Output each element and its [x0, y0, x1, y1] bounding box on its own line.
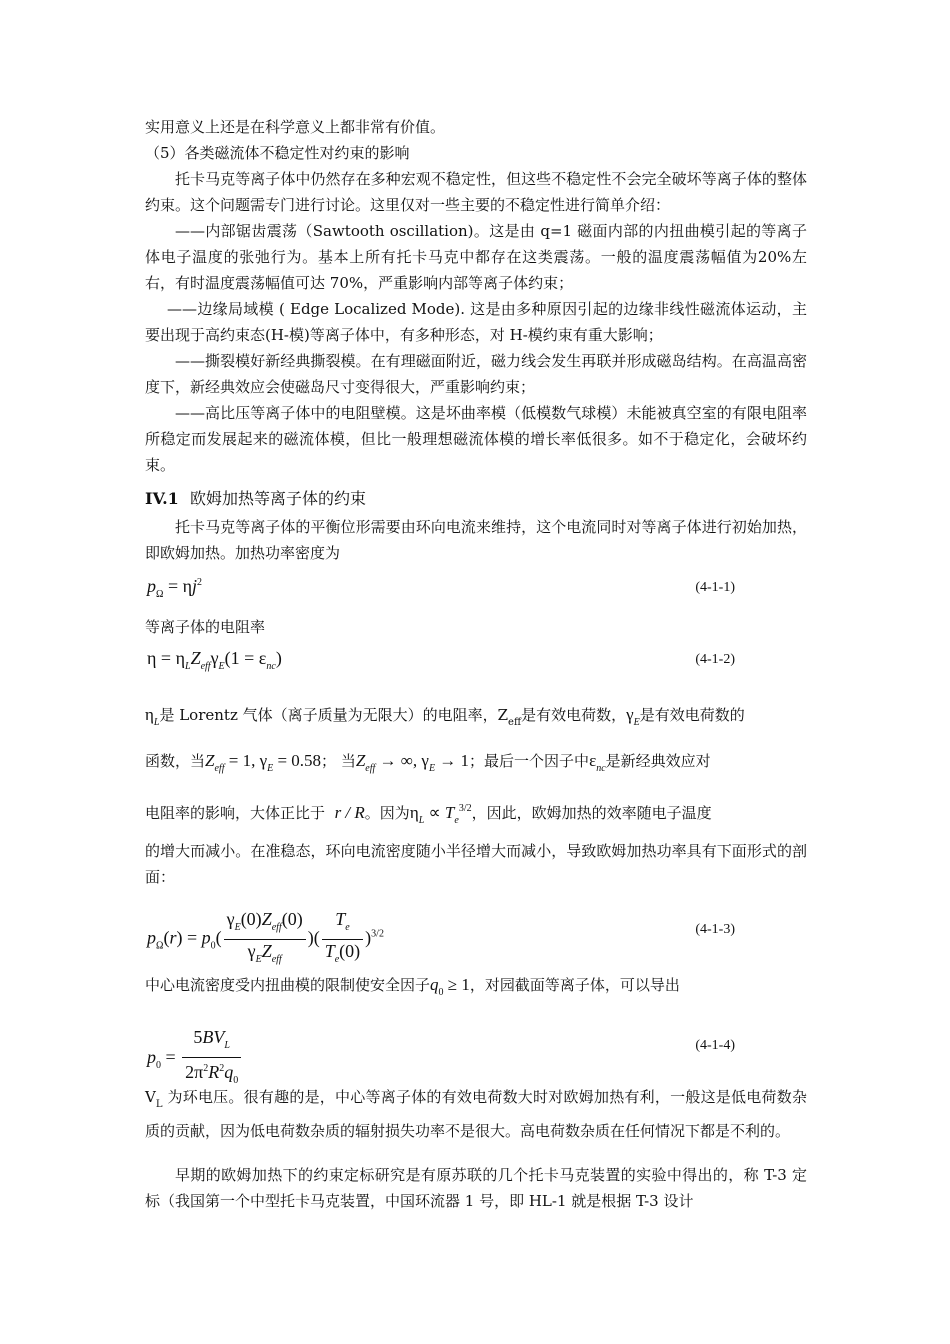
paragraph-tearing: ——撕裂模好新经典撕裂模。在有理磁面附近，磁力线会发生再联并形成磁岛结构。在高温高密度下，新经典效应会使磁岛尺寸变得很大，严重影响约束；: [145, 352, 807, 396]
paragraph-resistivity: 等离子体的电阻率: [145, 618, 266, 636]
paragraph-safety-factor: 中心电流密度受内扭曲模的限制使安全因子$q_0 \ge 1$，对园截面等离子体，可以导出: [145, 975, 680, 998]
section-number: IV.1: [145, 489, 179, 508]
equation-4-1-1: $p_\Omega = \eta j^2$ (4-1-1): [147, 576, 735, 600]
section-heading: [145, 486, 366, 512]
paragraph-sawtooth: ——内部锯齿震荡（Sawtooth oscillation)。这是由 q=1 磁面内部的内扭曲模引起的等离子体电子温度的张弛行为。基本上所有托卡马克中都存在这类震荡。一般的温度震荡幅值为20%左右，有时温度震荡幅值可达 70%，严重影响内部等离子体约束；: [145, 222, 807, 292]
equation-4-1-2: $\eta = \eta_LZ_{eff}\gamma_E(1 = \varepsilon_{nc})$ (4-1-2): [147, 648, 735, 672]
paragraph-eta-description: $\eta_L$是 Lorentz 气体（离子质量为无限大）的电阻率，$Z_{eff}$是有效电荷数，$\gamma_E$是有效电荷数的: [145, 705, 745, 728]
equation-number: (4-1-2): [695, 652, 735, 667]
paragraph-zeff-limits: 函数，当$Z_{eff} = 1$, $\gamma_E = 0.58$； 当$Z_{eff}$ → ∞, $\gamma_E \to 1$；最后一个因子中$\varepsilon_{nc}$是新经典效应对: [145, 751, 711, 774]
equation-number: (4-1-3): [695, 922, 735, 937]
paragraph-t3-scaling: 早期的欧姆加热下的约束定标研究是有原苏联的几个托卡马克装置的实验中得出的，称 T-3 定标（我国第一个中型托卡马克装置，中国环流器 1 号，即 HL-1 就是根据 T-3 设计: [145, 1166, 807, 1210]
equation-number: (4-1-1): [695, 580, 735, 595]
subsection-heading-5: （5）各类磁流体不稳定性对约束的影响: [145, 144, 410, 162]
paragraph-intro-end: 实用意义上还是在科学意义上都非常有价值。: [145, 118, 446, 136]
paragraph-elm: ——边缘局域模 ( Edge Localized Mode). 这是由多种原因引起的边缘非线性磁流体运动，主要出现于高约束态(H-模)等离子体中，有多种形态，对 H-模约束有重大影响；: [145, 300, 807, 344]
paragraph-resistive-wall: ——高比压等离子体中的电阻壁模。这是坏曲率模（低模数气球模）未能被真空室的有限电阻率所稳定而发展起来的磁流体模，但比一般理想磁流体模的增长率低很多。如不于稳定化，会破坏约束。: [145, 404, 807, 474]
paragraph-instabilities: 托卡马克等离子体中仍然存在多种宏观不稳定性，但这些不稳定性不会完全破坏等离子体的整体约束。这个问题需专门进行讨论。这里仅对一些主要的不稳定性进行简单介绍：: [145, 170, 807, 214]
paragraph-neoclassical: 电阻率的影响，大体正比于 r / R。因为$\eta_L \propto T_e^{3/2}$，因此，欧姆加热的效率随电子温度: [145, 803, 712, 826]
equation-number: (4-1-4): [695, 1038, 735, 1053]
section-title: 欧姆加热等离子体的约束: [189, 489, 366, 508]
paragraph-current-profile: 的增大而减小。在准稳态，环向电流密度随小半径增大而减小，导致欧姆加热功率具有下面形式的剖面：: [145, 842, 807, 886]
equation-4-1-4: $p_0$ = $\frac{5BV_L}{2\pi^2R^2q_0}$ (4-1-4): [147, 1027, 735, 1086]
paragraph-ohmic-heating: 托卡马克等离子体的平衡位形需要由环向电流来维持，这个电流同时对等离子体进行初始加热，即欧姆加热。加热功率密度为: [145, 518, 807, 562]
paragraph-loop-voltage: $V_L$ 为环电压。很有趣的是，中心等离子体的有效电荷数大时对欧姆加热有利，一般这是低电荷数杂质的贡献，因为低电荷数杂质的辐射损失功率不是很大。高电荷数杂质在任何情况下都是不利的。: [145, 1088, 807, 1140]
equation-4-1-3: $p_\Omega(r) = p_0$( $\frac{\gamma_E(0)Z_{eff}(0)}{\gamma_EZ_{eff}}$ )( $\frac{T_e}{T_e(0)}$ )$^{3/2}$ (4-1-3): [147, 909, 735, 965]
